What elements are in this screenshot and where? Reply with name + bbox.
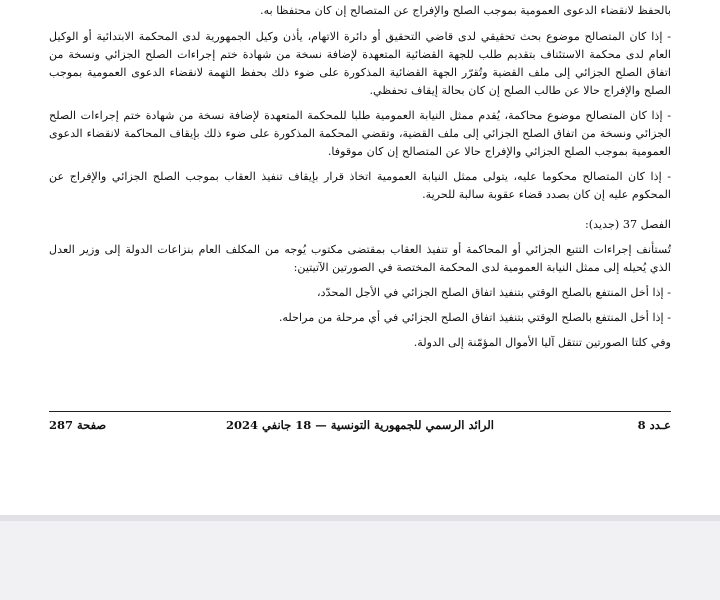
paragraph-convicted: - إذا كان المتصالح محكوما عليه، يتولى ممثل النيابة العمومية اتخاذ قرار بإيقاف تنفيذ العقاب بموجب الصلح الجزائي والإفراج عن المحكوم عليه إن كان بصدد قضاء عقوبة سالبة للحرية. xyxy=(49,170,671,201)
page-footer xyxy=(49,418,671,438)
viewer-background xyxy=(0,515,720,600)
closing-sentence: وفي كلتا الصورتين تنتقل آليا الأموال المؤمّنة إلى الدولة. xyxy=(413,336,671,349)
case-any-stage: - إذا أخل المنتفع بالصلح الوقتي بتنفيذ اتفاق الصلح الجزائي في أي مرحلة من مراحله. xyxy=(278,311,671,324)
article-intro: تُستأنف إجراءات التتبع الجزائي أو المحاكمة أو تنفيذ العقاب بمقتضى مكتوب يُوجه من المكلف العام بنزاعات الدولة إلى وزير العدل الذي يُحيله إلى ممثل النيابة العمومية لدى المحكمة المختصة في الصورتين الآتيتين: xyxy=(49,243,671,274)
document-body xyxy=(49,2,671,359)
paragraph-trial: - إذا كان المتصالح موضوع محاكمة، يُقدم ممثل النيابة العمومية طلبا للمحكمة المتعهدة لإضافة نسخة من شهادة ختم إجراءات الصلح الجزائي ونسخة من اتفاق الصلح الجزائي إلى ملف القضية، وتقضي المحكمة المذكورة على ضوء ذلك بإيقاف المحاكمة لانقضاء الدعوى العمومية بموجب الصلح الجزائي والإفراج حالا عن المتصالح إن كان موقوفا. xyxy=(49,109,671,158)
paragraph-investigation: - إذا كان المتصالح موضوع بحث تحقيقي لدى قاضي التحقيق أو دائرة الاتهام، يأذن وكيل الجمهورية لدى المحكمة الابتدائية أو الوكيل العام لدى محكمة الاستئناف بتقديم طلب للجهة القضائية المتعهدة لإضافة نسخة من شهادة ختم إجراءات الصلح الجزائي ونسخة من اتفاق الصلح الجزائي إلى ملف القضية وتُقرّر الجهة القضائية المذكورة على ضوء ذلك بحفظ التهمة لانقضاء الدعوى العمومية بموجب الصلح والإفراج حالا عن طالب الصلح إن كان بحالة إيقاف تحفظي. xyxy=(49,30,671,97)
issue-number: عـدد 8 xyxy=(637,418,671,432)
article-heading: الفصل 37 (جديد): xyxy=(584,218,671,231)
page-number: صفحة 287 xyxy=(49,418,107,432)
case-deadline: - إذا أخل المنتفع بالصلح الوقتي بتنفيذ اتفاق الصلح الجزائي في الأجل المحدّد، xyxy=(317,286,671,299)
gazette-title-date: الرائد الرسمي للجمهورية التونسية — 18 جانفي 2024 xyxy=(226,418,494,432)
continued-text: بالحفظ لانقضاء الدعوى العمومية بموجب الصلح والإفراج عن المتصالح إن كان محتفظا به. xyxy=(260,4,671,17)
footer-divider xyxy=(49,411,671,412)
